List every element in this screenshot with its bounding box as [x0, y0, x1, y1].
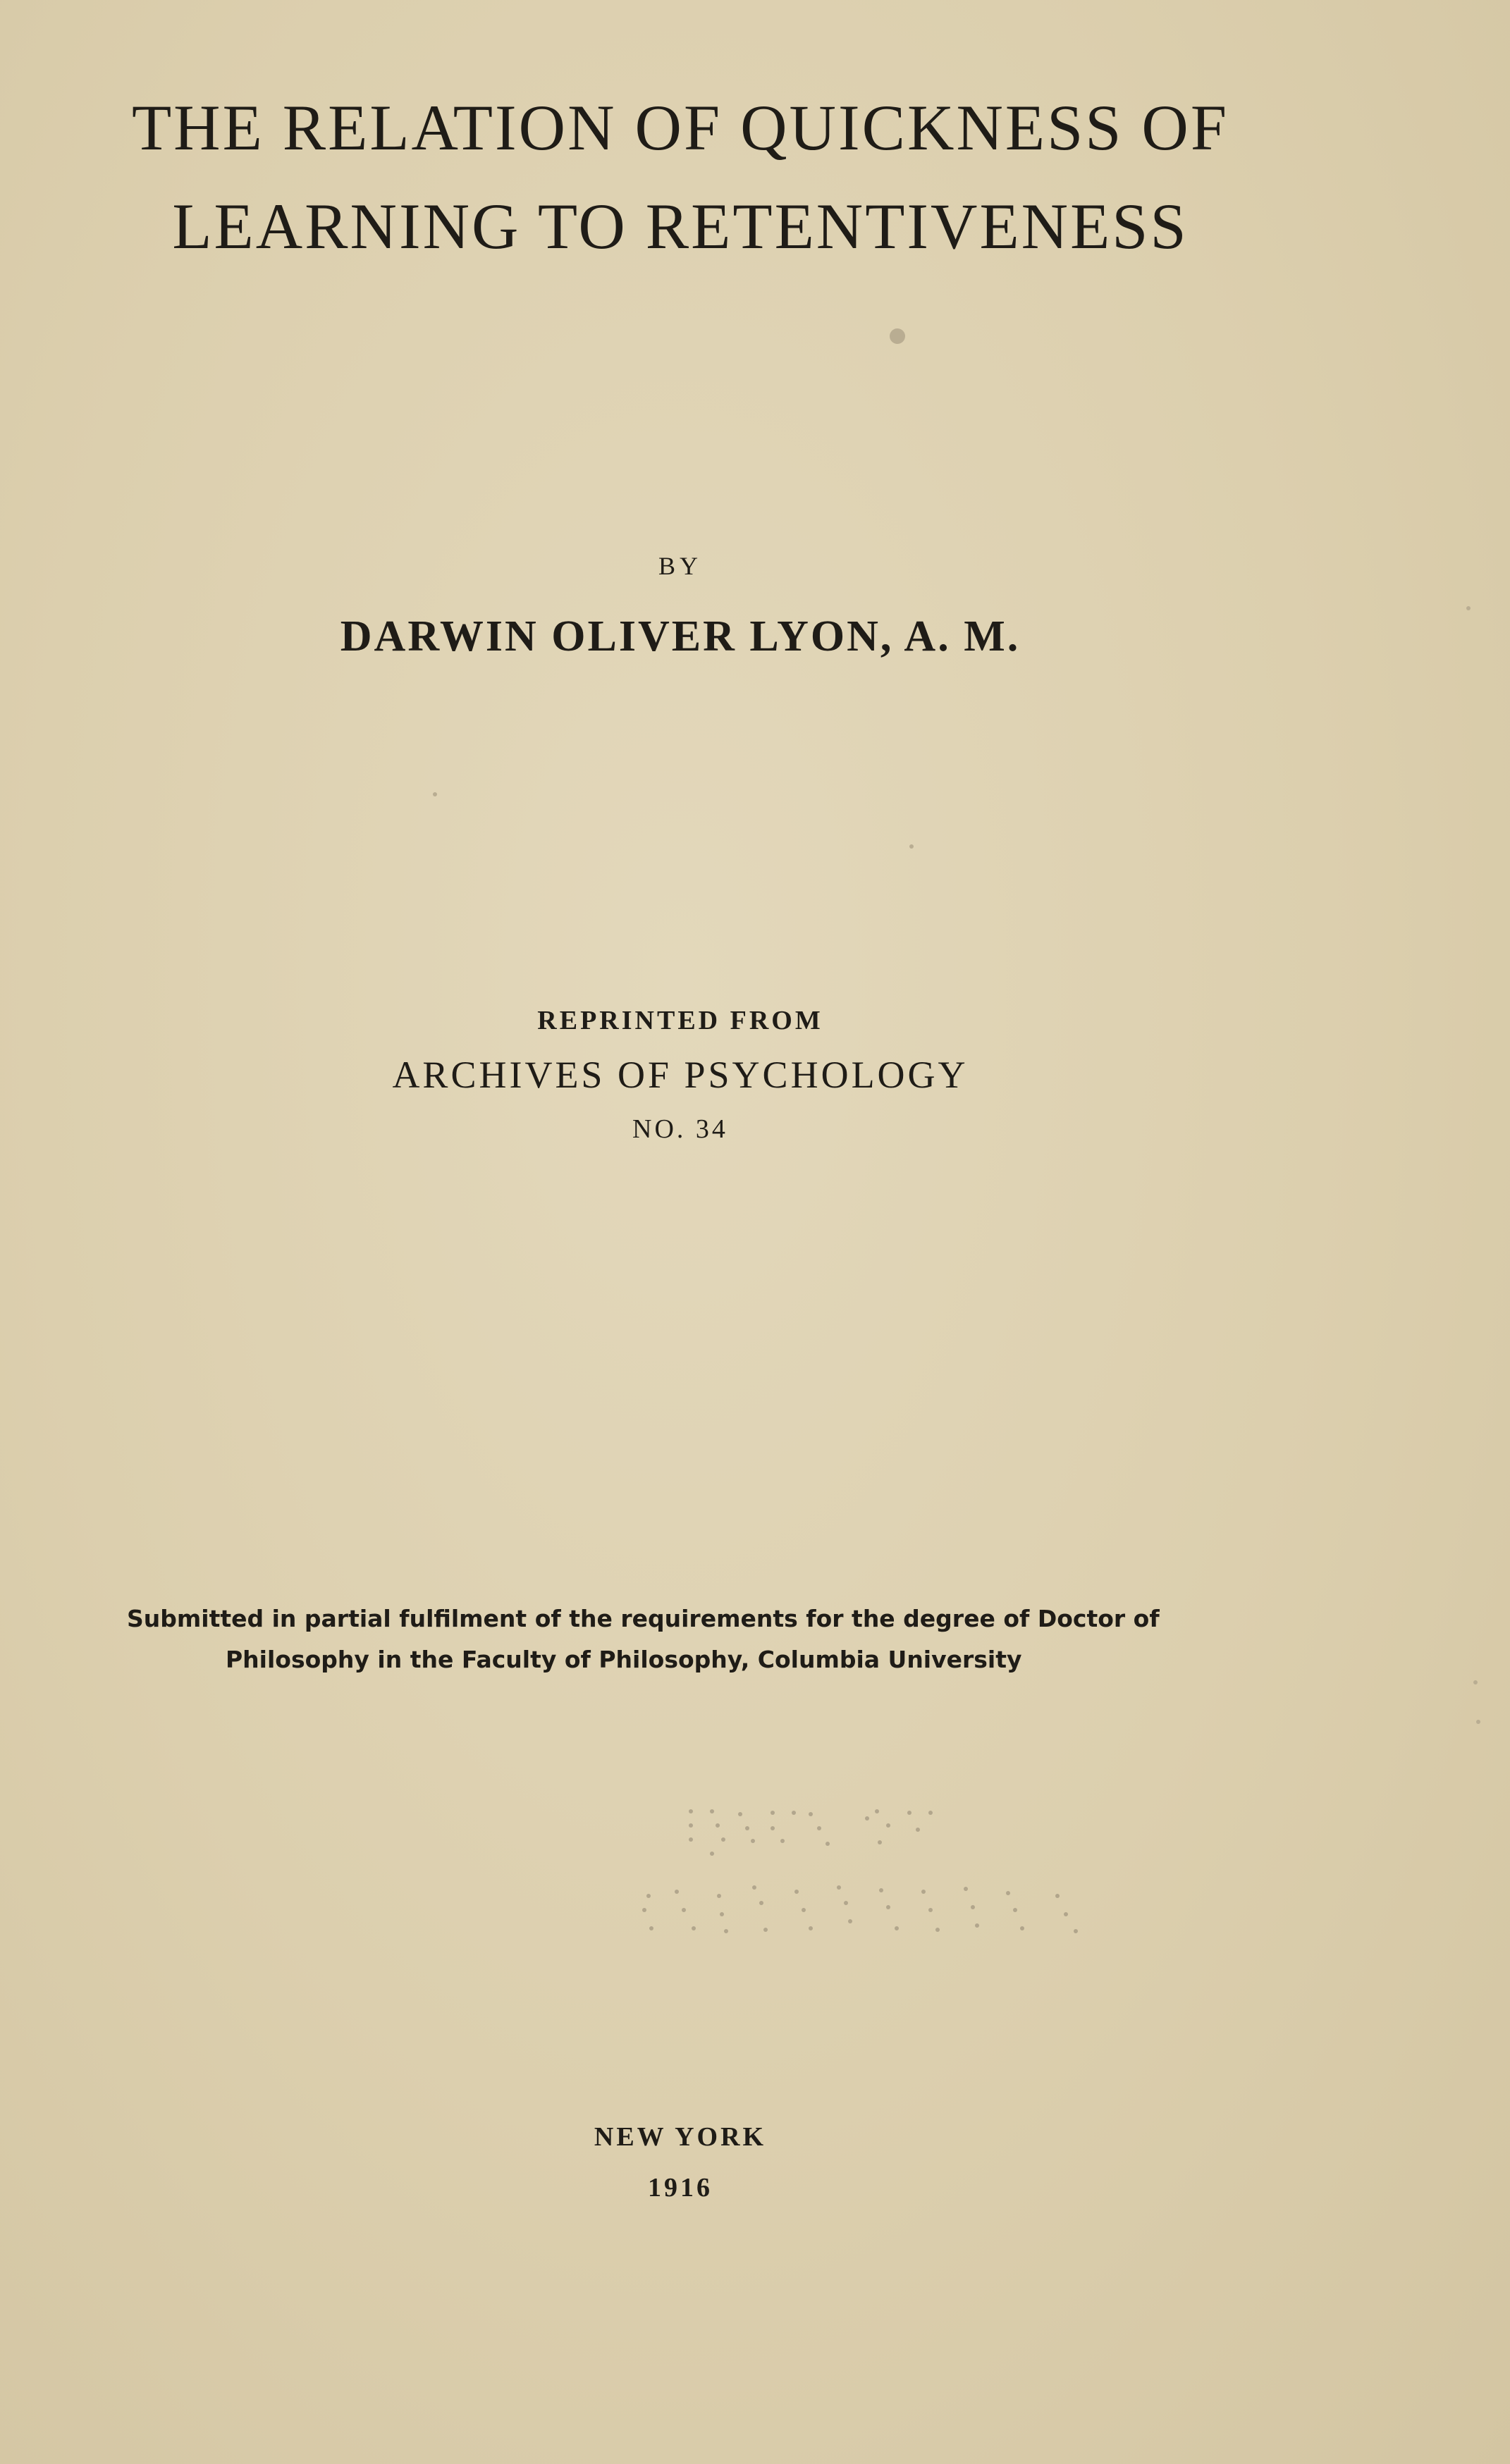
paper-speck: [1466, 606, 1471, 610]
paper-speck: [433, 792, 437, 796]
submission-line-2: Philosophy in the Faculty of Philosophy, Columbia University: [226, 1646, 1022, 1673]
title-line-1: THE RELATION OF QUICKNESS OF: [131, 92, 1229, 164]
submission-statement: [127, 1598, 1255, 1680]
imprint-place: NEW YORK: [594, 2122, 767, 2152]
title-line-2: LEARNING TO RETENTIVENESS: [172, 190, 1189, 262]
paper-speck: [1473, 1680, 1478, 1684]
reprinted-from-label: REPRINTED FROM: [537, 1006, 823, 1035]
perforated-library-stamp: [634, 1804, 1100, 1959]
paper-speck: [890, 328, 905, 344]
imprint-year: 1916: [648, 2173, 713, 2203]
journal-number: NO. 34: [632, 1114, 728, 1144]
submission-line-1: Submitted in partial fulfilment of the requirements for the degree of Doctor of: [127, 1605, 1160, 1632]
by-label: BY: [658, 552, 702, 580]
paper-speck: [1476, 1720, 1480, 1724]
journal-name: ARCHIVES OF PSYCHOLOGY: [392, 1054, 969, 1096]
paper-speck: [909, 844, 914, 849]
author-name: DARWIN OLIVER LYON, A. M.: [340, 612, 1021, 660]
